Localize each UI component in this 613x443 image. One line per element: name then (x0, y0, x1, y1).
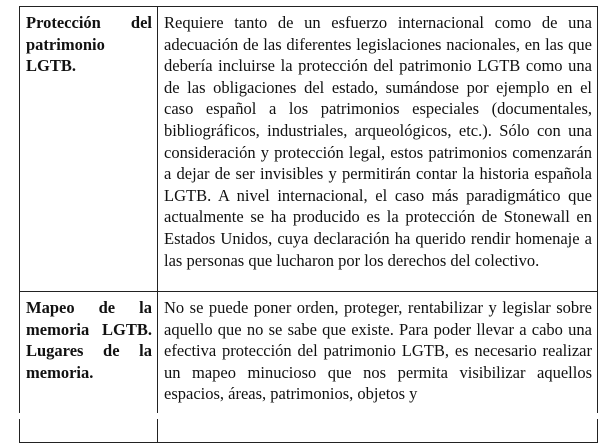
description-cell: Requiere tanto de un esfuerzo internacional como de una adecuación de las diferentes legislaciones nacionales, en las que debería incluirse la protección del patrimonio LGTB como una de las obligaciones del estado, sumándose por ejemplo en el caso español a los patrimonios especiales (documentales, bibliográficos, industriales, arqueológicos, etc.). Sólo con una consideración y protección legal, estos patrimonios comenzarán a dejar de ser invisibles y permitirán contar la historia española LGTB. A nivel internacional, el caso más paradigmático que actualmente se ha producido es la protección de Stonewall en Estados Unidos, cuya declaración ha querido rendir homenaje a las personas que lucharon por los derechos del colectivo. (158, 7, 598, 292)
table-row (20, 292, 598, 443)
term-cell: Protección del patrimonio LGTB. (20, 7, 158, 292)
term-cell: Mapeo de la memoria LGTB. Lugares de la memoria. (20, 292, 158, 443)
description-cell: No se puede poner orden, proteger, rentabilizar y legislar sobre aquello que no se sabe que existe. Para poder llevar a cabo una efectiva protección del patrimonio LGTB, es necesario realizar un mapeo minucioso que nos permita visibilizar aquellos espacios, áreas, patrimonios, objetos y (158, 292, 598, 443)
content-table (19, 6, 598, 443)
table-row (20, 7, 598, 292)
page-crop-edge (0, 413, 613, 419)
